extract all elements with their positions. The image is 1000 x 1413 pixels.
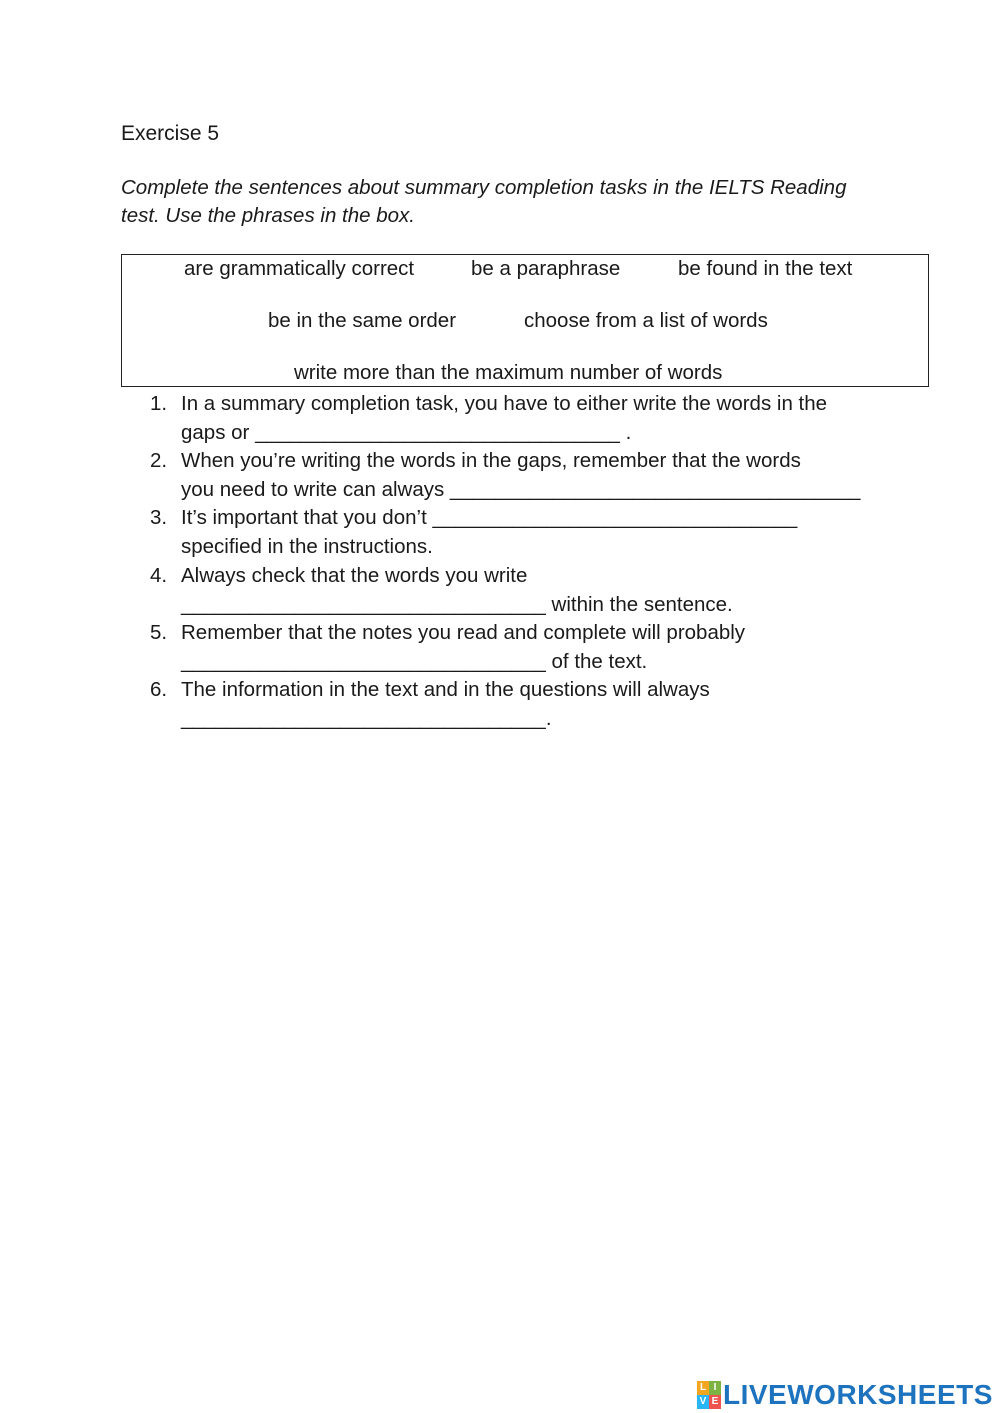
question-number: 1.: [150, 392, 168, 415]
question-text: In a summary completion task, you have to either write the words in the: [181, 392, 828, 415]
question-text: Remember that the notes you read and complete will probably: [181, 621, 746, 644]
instructions-line-1: Complete the sentences about summary completion tasks in the IELTS Reading: [121, 176, 847, 199]
question-number: 4.: [150, 564, 168, 587]
phrase-item: be found in the text: [678, 257, 853, 280]
instructions-line-2: test. Use the phrases in the box.: [121, 204, 415, 227]
liveworksheets-logo: [697, 1378, 993, 1412]
phrase-item: choose from a list of words: [524, 309, 768, 332]
question-number: 5.: [150, 621, 168, 644]
phrase-item: be a paraphrase: [471, 257, 621, 280]
phrase-item: be in the same order: [268, 309, 457, 332]
logo-icon-cell: I: [709, 1381, 721, 1395]
liveworksheets-logo-text: LIVEWORKSHEETS: [723, 1379, 993, 1410]
question-text-gap[interactable]: It’s important that you don’t ________________________________: [181, 506, 798, 529]
logo-icon-cell: L: [697, 1381, 709, 1395]
question-text: Always check that the words you write: [181, 564, 528, 587]
question-text-gap[interactable]: you need to write can always ____________________________________: [181, 477, 861, 501]
question-number: 2.: [150, 449, 168, 472]
phrase-item: write more than the maximum number of words: [294, 361, 723, 384]
question-number: 3.: [150, 506, 168, 529]
question-text-gap[interactable]: ________________________________.: [181, 706, 552, 730]
instructions: [121, 174, 846, 230]
question-text: The information in the text and in the questions will always: [181, 678, 710, 701]
question-number: 6.: [150, 678, 168, 701]
phrase-box: [121, 254, 929, 387]
logo-icon-cell: E: [709, 1395, 721, 1409]
question-text-gap[interactable]: ________________________________ of the text.: [181, 649, 648, 673]
question-text-gap[interactable]: ________________________________ within the sentence.: [181, 592, 733, 616]
phrase-item: are grammatically correct: [184, 257, 415, 280]
question-text-gap[interactable]: gaps or ________________________________ .: [181, 420, 632, 444]
liveworksheets-logo-icon: [697, 1381, 721, 1409]
exercise-title: Exercise 5: [121, 122, 220, 145]
question-text: When you’re writing the words in the gaps, remember that the words: [181, 449, 801, 472]
question-text: specified in the instructions.: [181, 534, 433, 558]
logo-icon-cell: V: [697, 1395, 709, 1409]
